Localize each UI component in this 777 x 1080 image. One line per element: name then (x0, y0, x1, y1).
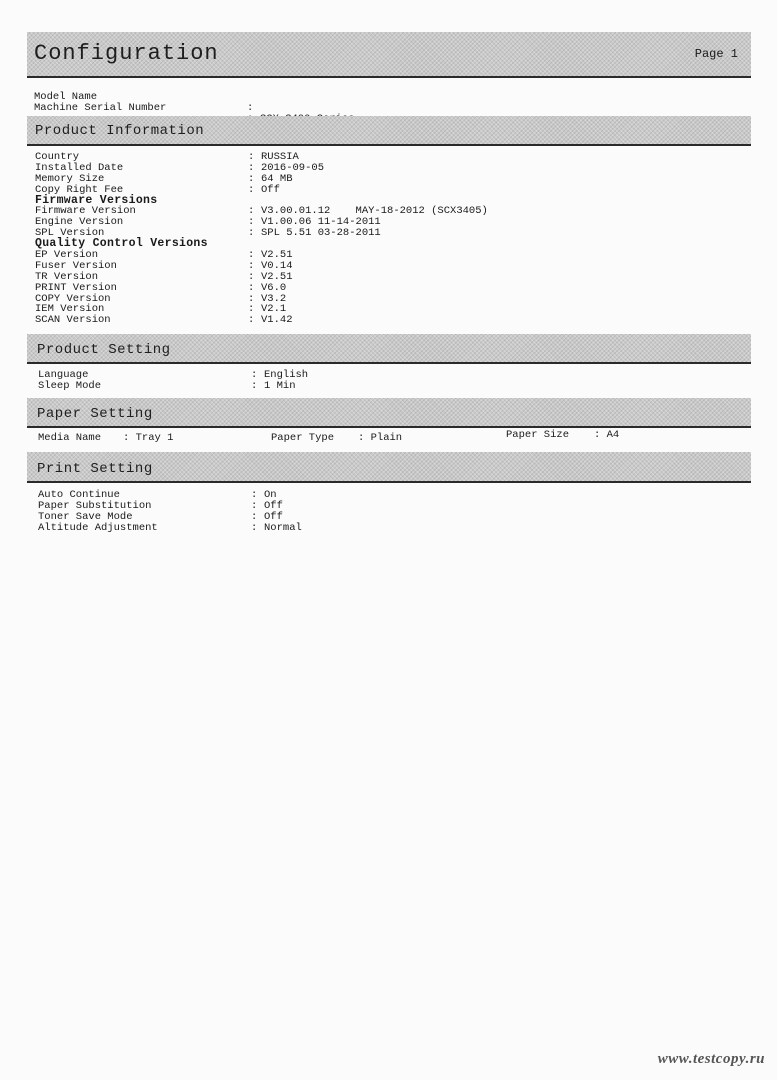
row-value: V3.00.01.12 MAY-18-2012 (SCX3405) (261, 205, 488, 218)
row-key: Engine Version (35, 216, 124, 229)
print-setting-band (27, 452, 751, 483)
row-key: Paper Substitution (38, 499, 152, 512)
row-key: EP Version (35, 249, 99, 262)
row-key: Installed Date (35, 161, 124, 174)
row-key: Language (38, 369, 89, 381)
row-value: Normal (264, 521, 302, 534)
model-info-rows (34, 81, 254, 114)
row-key: SPL Version (35, 227, 105, 240)
row-value: 1 Min (264, 379, 296, 392)
row-value: V2.1 (261, 303, 287, 316)
paper-setting-row (38, 429, 738, 444)
paper-setting-band (27, 398, 751, 428)
row-value: 64 MB (261, 172, 293, 185)
row-key: COPY Version (35, 292, 111, 305)
row-value: English (264, 369, 309, 381)
row-key: Model Name (34, 90, 98, 103)
row-key: Machine Serial Number (34, 101, 167, 114)
row-key: Fuser Version (35, 259, 117, 272)
row-key: Toner Save Mode (38, 510, 133, 523)
section-title: Product Information (35, 123, 205, 139)
page-number: Page 1 (694, 47, 738, 61)
row-value: V1.00.06 11-14-2011 (261, 216, 381, 229)
row-key: Copy Right Fee (35, 183, 124, 196)
media-name-value: : Tray 1 (123, 432, 174, 444)
row-key: Firmware Version (35, 205, 136, 218)
paper-size-value: : A4 (594, 429, 620, 441)
section-title: Print Setting (37, 461, 153, 477)
row-value: SPL 5.51 03-28-2011 (261, 227, 381, 240)
quality-control-versions-heading: Quality Control Versions (35, 237, 208, 251)
row-value: V6.0 (261, 281, 287, 294)
row-key: TR Version (35, 270, 99, 283)
section-title: Product Setting (37, 342, 171, 358)
row-key: Country (35, 151, 80, 163)
row-key: Auto Continue (38, 489, 120, 501)
paper-type-value: : Plain (358, 432, 403, 444)
row-value: V3.2 (261, 292, 287, 305)
row-value: Off (264, 499, 283, 512)
paper-size-label: Paper Size (506, 429, 570, 441)
watermark-text: www.testcopy.ru (657, 1051, 765, 1067)
row-key: PRINT Version (35, 281, 117, 294)
page-title: Configuration (34, 41, 219, 66)
paper-type-label: Paper Type (271, 432, 335, 444)
row-value: Off (264, 510, 283, 523)
product-information-band (27, 116, 751, 146)
row-value: V1.42 (261, 314, 293, 327)
section-title: Paper Setting (37, 406, 153, 422)
row-value: On (264, 489, 277, 501)
row-value: V2.51 (261, 249, 293, 262)
row-key: Memory Size (35, 172, 105, 185)
product-setting-band (27, 334, 751, 364)
configuration-header-band (27, 32, 751, 78)
configuration-report-page: Configuration Page 1 Model Name : Machine Serial Number Product Information Country : RUSSIA Installed Date : 2016-09-05 Memory Size : 64 MB Copy Right Fee : Off Firmware Versions Firmware Version : V3.00.01.12 MAY-18-2012 (SCX3405) Engine Version : V1.00.06 11-14-2011 SPL Version : SPL 5.51 03-28-2011 Quality Control Versions EP Version : V2.51 Fuser Version : V0.14 TR Version : V2.51 PRINT Version : V6.0 COPY Version : V3.2 IEM Version : V2.1 SCAN Version : V1.42 Product Setting Language : English Sleep Mode : 1 Min Paper Setting Media Name : Tray 1 Paper Type : Plain Paper Size : A4 Print Setting Auto Continue : On Paper Substitution : Off Toner Save Mode : Off Altitude Adjustment : Normal www.testcopy.ru (0, 0, 777, 1080)
row-model-name: Model Name : (34, 81, 72, 92)
media-name-label: Media Name (38, 432, 102, 444)
row-value: 2016-09-05 (261, 161, 325, 174)
row-value: Off (261, 183, 280, 196)
row-value: RUSSIA (261, 151, 299, 163)
row-key: Altitude Adjustment (38, 521, 158, 534)
firmware-versions-heading: Firmware Versions (35, 193, 158, 207)
row-key: IEM Version (35, 303, 105, 316)
row-key: Sleep Mode (38, 379, 102, 392)
row-key: SCAN Version (35, 314, 111, 327)
row-value: V0.14 (261, 259, 293, 272)
row-value: V2.51 (261, 270, 293, 283)
